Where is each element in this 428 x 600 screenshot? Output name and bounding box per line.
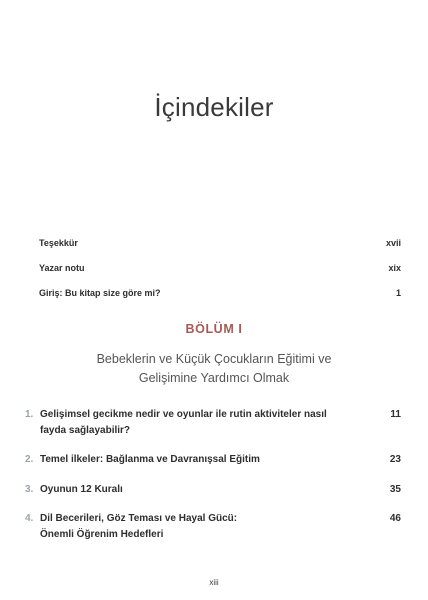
page-title: İçindekiler: [154, 92, 274, 122]
part-title: [0, 350, 428, 388]
chapter-title-line: Oyunun 12 Kuralı: [40, 483, 123, 495]
entry-page: xvii: [385, 238, 401, 248]
chapter-title-line: Önemli Öğrenim Hedefleri: [40, 528, 164, 540]
chapter-title-line: Dil Becerileri, Göz Teması ve Hayal Gücü:: [40, 513, 238, 524]
front-matter-list: [39, 238, 401, 313]
chapter-page: 46: [389, 513, 401, 524]
chapter-number: 3.: [25, 483, 34, 495]
chapter-title: [40, 452, 381, 468]
chapter-entry: [25, 482, 401, 498]
entry-title: Giriş: Bu kitap size göre mi?: [39, 288, 161, 298]
front-matter-entry: [39, 263, 401, 288]
chapter-page: 23: [389, 454, 401, 465]
chapter-title-line: Temel ilkeler: Bağlanma ve Davranışsal Eğitim: [40, 454, 260, 465]
front-matter-entry: [39, 288, 401, 313]
chapter-title: [40, 511, 381, 542]
chapter-page: 11: [390, 409, 401, 420]
chapter-number: 4.: [25, 513, 34, 524]
front-matter-entry: [39, 238, 401, 263]
part-label: BÖLÜM I: [185, 322, 243, 336]
chapter-title-line: fayda sağlayabilir?: [40, 424, 131, 436]
chapter-title: [40, 482, 381, 498]
entry-title: Teşekkür: [39, 238, 78, 248]
chapter-entry: [25, 407, 401, 438]
entry-title: Yazar notu: [39, 263, 85, 273]
page-number: xiii: [209, 578, 219, 587]
entry-page: xix: [388, 263, 401, 273]
chapter-page: 35: [389, 483, 401, 495]
chapter-entry: [25, 511, 401, 542]
entry-page: 1: [395, 288, 401, 298]
part-title-line: Gelişimine Yardımcı Olmak: [138, 371, 290, 385]
chapter-title-line: Gelişimsel gecikme nedir ve oyunlar ile rutin aktiviteler nasıl: [40, 409, 327, 420]
chapter-number: 2.: [25, 454, 34, 465]
chapter-title: [40, 407, 381, 438]
chapter-entry: [25, 452, 401, 468]
chapter-number: 1.: [25, 409, 34, 420]
chapter-list: [25, 407, 401, 556]
part-title-line: Bebeklerin ve Küçük Çocukların Eğitimi ve: [96, 352, 332, 366]
